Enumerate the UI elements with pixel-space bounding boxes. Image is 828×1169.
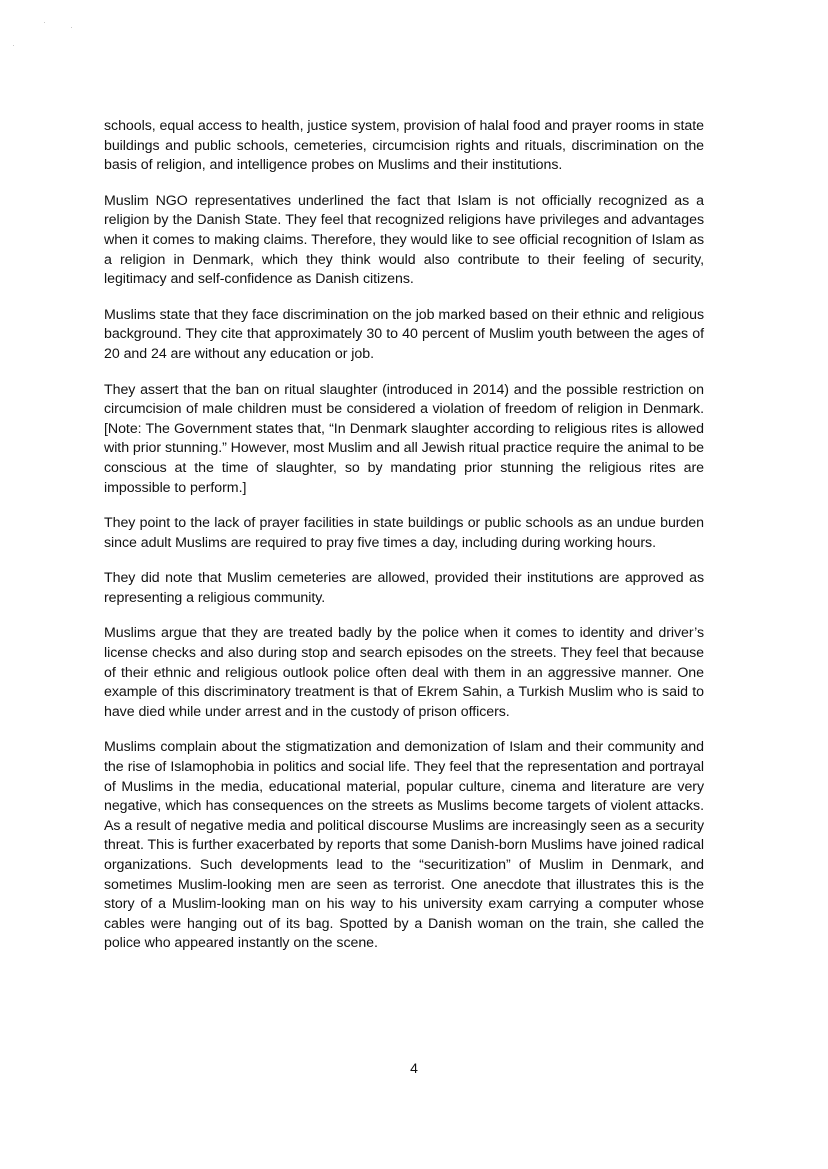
document-body bbox=[104, 117, 704, 970]
page-number: 4 bbox=[410, 1060, 418, 1076]
paragraph-job-discrimination: Muslims state that they face discrimination on the job marked based on their ethnic and religious background. They cite that approximately 30 to 40 percent of Muslim youth between the ages of 20 and 24 are without any education or job. bbox=[104, 306, 704, 362]
scan-speck bbox=[44, 22, 45, 23]
paragraph-stigmatization: Muslims complain about the stigmatization and demonization of Islam and their community and the rise of Islamophobia in politics and social life. They feel that the representation and portrayal of Muslims in the media, educational material, popular culture, cinema and literature are very negative, which has consequences on the streets as Muslims become targets of violent attacks. As a result of negative media and political discourse Muslims are increasingly seen as a security threat. This is further exacerbated by reports that some Danish-born Muslims have joined radical organizations. Such developments lead to the “securitization” of Muslim in Denmark, and sometimes Muslim-looking men are seen as terrorist. One anecdote that illustrates this is the story of a Muslim-looking man on his way to his university exam carrying a computer whose cables were hanging out of its bag. Spotted by a Danish woman on the train, she called the police who appeared instantly on the scene. bbox=[104, 739, 704, 952]
scan-speck bbox=[13, 45, 14, 46]
paragraph-cemeteries: They did note that Muslim cemeteries are allowed, provided their institutions are approved as representing a religious community. bbox=[104, 570, 704, 606]
scan-speck bbox=[71, 27, 72, 28]
paragraph-topics: schools, equal access to health, justice system, provision of halal food and prayer rooms in state buildings and public schools, cemeteries, circumcision rights and rituals, discrimination on the basis of religion, and intelligence probes on Muslims and their institutions. bbox=[104, 118, 704, 174]
paragraph-police-treatment: Muslims argue that they are treated badly by the police when it comes to identity and driver’s license checks and also during stop and search episodes on the streets. They feel that because of their ethnic and religious outlook police often deal with them in an aggressive manner. One example of this discriminatory treatment is that of Ekrem Sahin, a Turkish Muslim who is said to have died while under arrest and in the custody of prison officers. bbox=[104, 625, 704, 720]
paragraph-prayer-facilities: They point to the lack of prayer facilities in state buildings or public schools as an undue burden since adult Muslims are required to pray five times a day, including during working hours. bbox=[104, 515, 704, 551]
paragraph-ritual-slaughter: They assert that the ban on ritual slaughter (introduced in 2014) and the possible restriction on circumcision of male children must be considered a violation of freedom of religion in Denmark. [Note: The Government states that, “In Denmark slaughter according to religious rites is allowed with prior stunning.” However, most Muslim and all Jewish ritual practice require the animal to be conscious at the time of slaughter, so by mandating prior stunning the religious rites are impossible to perform.] bbox=[104, 381, 704, 496]
paragraph-recognition: Muslim NGO representatives underlined the fact that Islam is not officially recognized as a religion by the Danish State. They feel that recognized religions have privileges and advantages when it comes to making claims. Therefore, they would like to see official recognition of Islam as a religion in Denmark, which they think would also contribute to their feeling of security, legitimacy and self-confidence as Danish citizens. bbox=[104, 192, 704, 288]
